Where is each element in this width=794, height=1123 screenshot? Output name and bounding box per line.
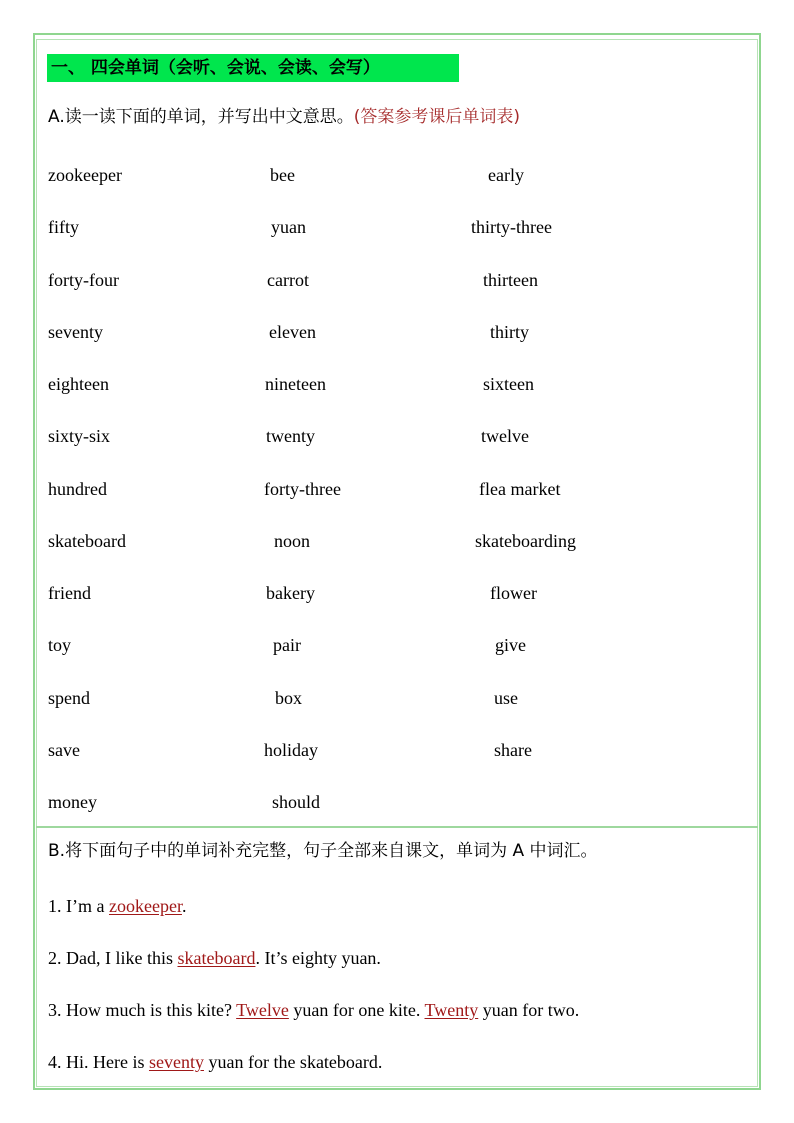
page-frame-inner — [36, 39, 758, 1087]
vocab-word: box — [275, 688, 302, 708]
part-a-note: (答案参考课后单词表) — [353, 107, 520, 127]
vocab-word: friend — [48, 583, 91, 603]
vocab-word: early — [488, 165, 524, 185]
vocab-word: forty-four — [48, 270, 119, 290]
vocab-word: thirty — [490, 322, 529, 342]
vocab-word: carrot — [267, 270, 309, 290]
vocab-word: should — [272, 792, 321, 812]
vocab-word: noon — [274, 531, 310, 551]
vocab-word: hundred — [48, 479, 107, 499]
vocab-word: eighteen — [48, 374, 109, 394]
part-a-instruction-line — [48, 106, 520, 128]
vocab-word: flea market — [479, 479, 561, 499]
vocab-word: bakery — [266, 583, 315, 603]
vocab-word: forty-three — [264, 479, 341, 499]
vocab-word: thirty-three — [471, 217, 552, 237]
sentence-4-answer: seventy — [148, 1052, 204, 1072]
sentence-2-rest: . It’s eighty yuan. — [255, 948, 381, 968]
section-title: 一、 四会单词（会听、会说、会读、会写） — [51, 58, 380, 78]
sentence-3-rest: yuan for two. — [478, 1000, 580, 1020]
vocab-word: twelve — [481, 426, 529, 446]
sentence-4-pre: 4. Hi. Here is — [48, 1052, 149, 1072]
vocab-word: fifty — [48, 217, 79, 237]
vocab-word: bee — [270, 165, 295, 185]
vocab-word: pair — [273, 635, 301, 655]
vocab-word: sixty-six — [48, 426, 111, 446]
vocab-word: share — [494, 740, 532, 760]
sentence-1-answer: zookeeper — [108, 896, 182, 916]
part-a-instruction: A.读一读下面的单词，并写出中文意思。 — [48, 107, 354, 127]
sentence-1 — [48, 895, 186, 917]
vocab-word: seventy — [48, 322, 103, 342]
vocab-word: nineteen — [265, 374, 326, 394]
sentence-2 — [48, 947, 381, 969]
section-title-banner — [47, 54, 459, 82]
vocab-word: skateboarding — [475, 531, 576, 551]
vocab-word: save — [48, 740, 80, 760]
vocab-word: toy — [48, 635, 72, 655]
vocab-word: zookeeper — [48, 165, 122, 185]
sentence-4-rest: yuan for the skateboard. — [203, 1052, 383, 1072]
sentence-3-pre: 3. How much is this kite? — [48, 1000, 237, 1020]
sentence-2-answer: skateboard — [177, 948, 256, 968]
vocab-word: money — [48, 792, 97, 812]
sentence-3-answer-2: Twenty — [424, 1000, 479, 1020]
sentence-1-rest: . — [181, 896, 187, 916]
vocab-word: skateboard — [48, 531, 126, 551]
sentence-4 — [48, 1051, 382, 1073]
sentence-1-pre: 1. I’m a — [48, 896, 109, 916]
sentence-3 — [48, 999, 579, 1021]
vocab-word: yuan — [271, 217, 306, 237]
section-divider — [36, 826, 758, 828]
vocab-word: eleven — [269, 322, 316, 342]
sentence-3-mid: yuan for one kite. — [288, 1000, 425, 1020]
vocab-word: give — [495, 635, 526, 655]
vocab-word: sixteen — [483, 374, 534, 394]
sentence-2-pre: 2. Dad, I like this — [48, 948, 178, 968]
vocab-word: thirteen — [483, 270, 538, 290]
vocab-word: spend — [48, 688, 90, 708]
part-b-instruction: B.将下面句子中的单词补充完整，句子全部来自课文，单词为 A 中词汇。 — [48, 841, 598, 861]
vocab-word: flower — [490, 583, 537, 603]
vocab-word: use — [494, 688, 518, 708]
sentence-3-answer-1: Twelve — [236, 1000, 289, 1020]
vocab-word: holiday — [264, 740, 318, 760]
vocab-word: twenty — [266, 426, 315, 446]
